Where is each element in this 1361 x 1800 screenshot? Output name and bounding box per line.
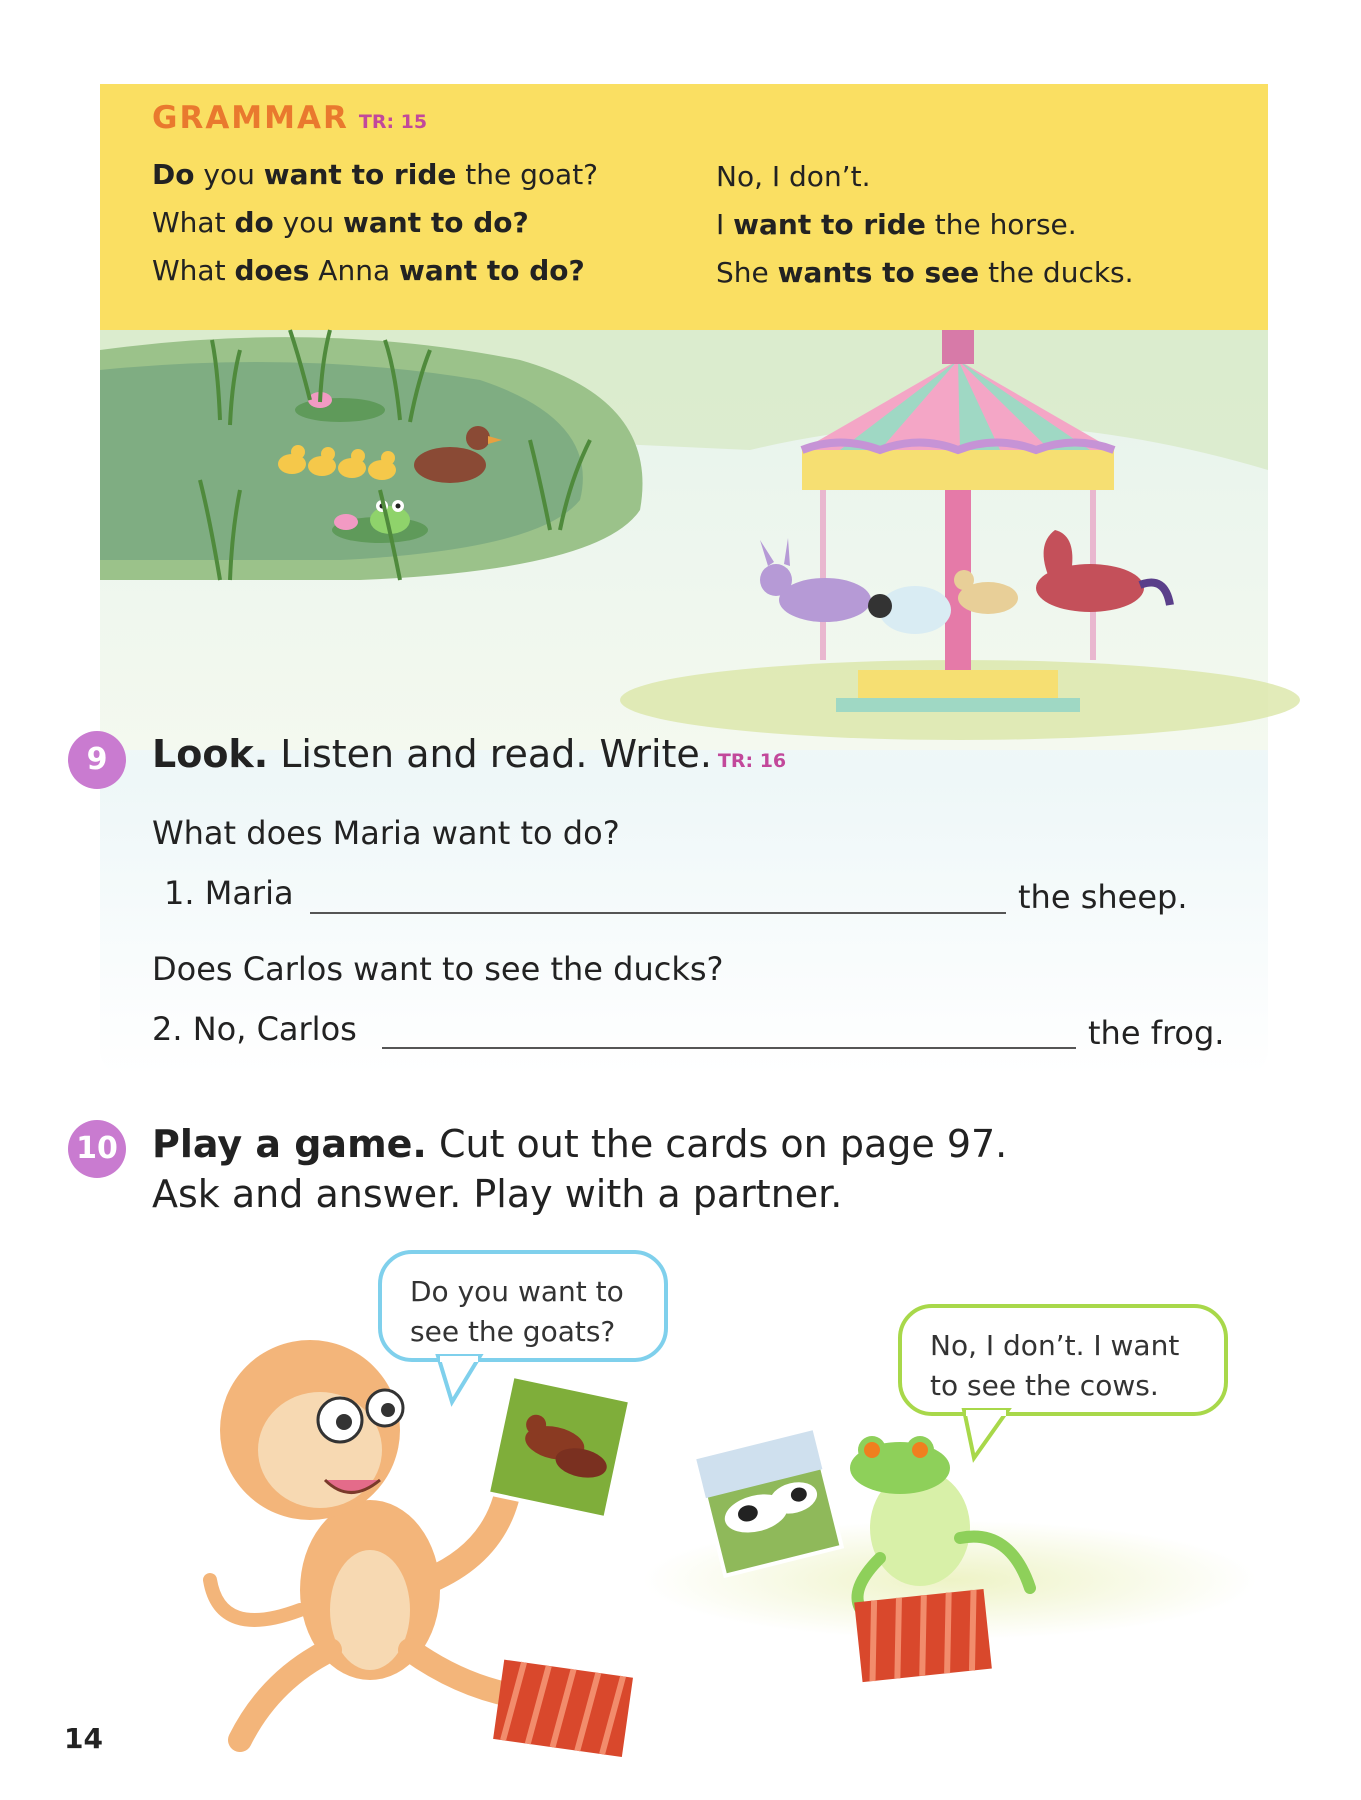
frog-speech-line-2: to see the cows. <box>930 1369 1159 1402</box>
grammar-answer-3: She wants to see the ducks. <box>716 256 1134 289</box>
frog-speech-bubble <box>898 1304 1228 1416</box>
monkey-speech-line-1: Do you want to <box>410 1275 624 1308</box>
question-2: Does Carlos want to see the ducks? <box>152 950 724 988</box>
item-1-prompt: 1. Maria <box>164 874 294 912</box>
item-2-ending: the frog. <box>1088 1014 1225 1052</box>
monkey-speech-line-2: see the goats? <box>410 1315 616 1348</box>
grammar-title: GRAMMAR TR: 15 <box>152 100 428 136</box>
grammar-card <box>86 84 1268 1076</box>
monkey-card-deck <box>488 1654 648 1764</box>
pond-and-carousel-illustration <box>100 330 1268 750</box>
grammar-box <box>100 84 1268 330</box>
grammar-question-1: Do you want to ride the goat? <box>152 158 599 191</box>
item-2-prompt: 2. No, Carlos <box>152 1010 357 1048</box>
item-2-answer-blank[interactable] <box>382 1047 1076 1049</box>
grammar-question-2: What do you want to do? <box>152 206 529 239</box>
item-1-answer-blank[interactable] <box>310 912 1006 914</box>
exercise-9-track-label: TR: 16 <box>717 750 787 772</box>
exercise-10-instruction: Play a game. Cut out the cards on page 97. <box>152 1122 1008 1166</box>
exercise-9-number: 9 <box>68 731 126 789</box>
page-number: 14 <box>64 1722 103 1755</box>
item-1-ending: the sheep. <box>1018 878 1188 916</box>
grammar-answer-2: I want to ride the horse. <box>716 208 1077 241</box>
exercise-10-instruction-line-2: Ask and answer. Play with a partner. <box>152 1172 843 1216</box>
grammar-answer-1: No, I don’t. <box>716 160 871 193</box>
grammar-question-3: What does Anna want to do? <box>152 254 585 287</box>
grammar-track-label: TR: 15 <box>358 111 428 133</box>
frog-speech-line-1: No, I don’t. I want <box>930 1329 1180 1362</box>
question-1: What does Maria want to do? <box>152 814 620 852</box>
exercise-9-instruction: Look. Listen and read. Write. TR: 16 <box>152 732 787 776</box>
frog-card-deck <box>848 1580 1008 1690</box>
goats-photo-card <box>484 1372 634 1522</box>
exercise-10-number: 10 <box>68 1120 126 1178</box>
